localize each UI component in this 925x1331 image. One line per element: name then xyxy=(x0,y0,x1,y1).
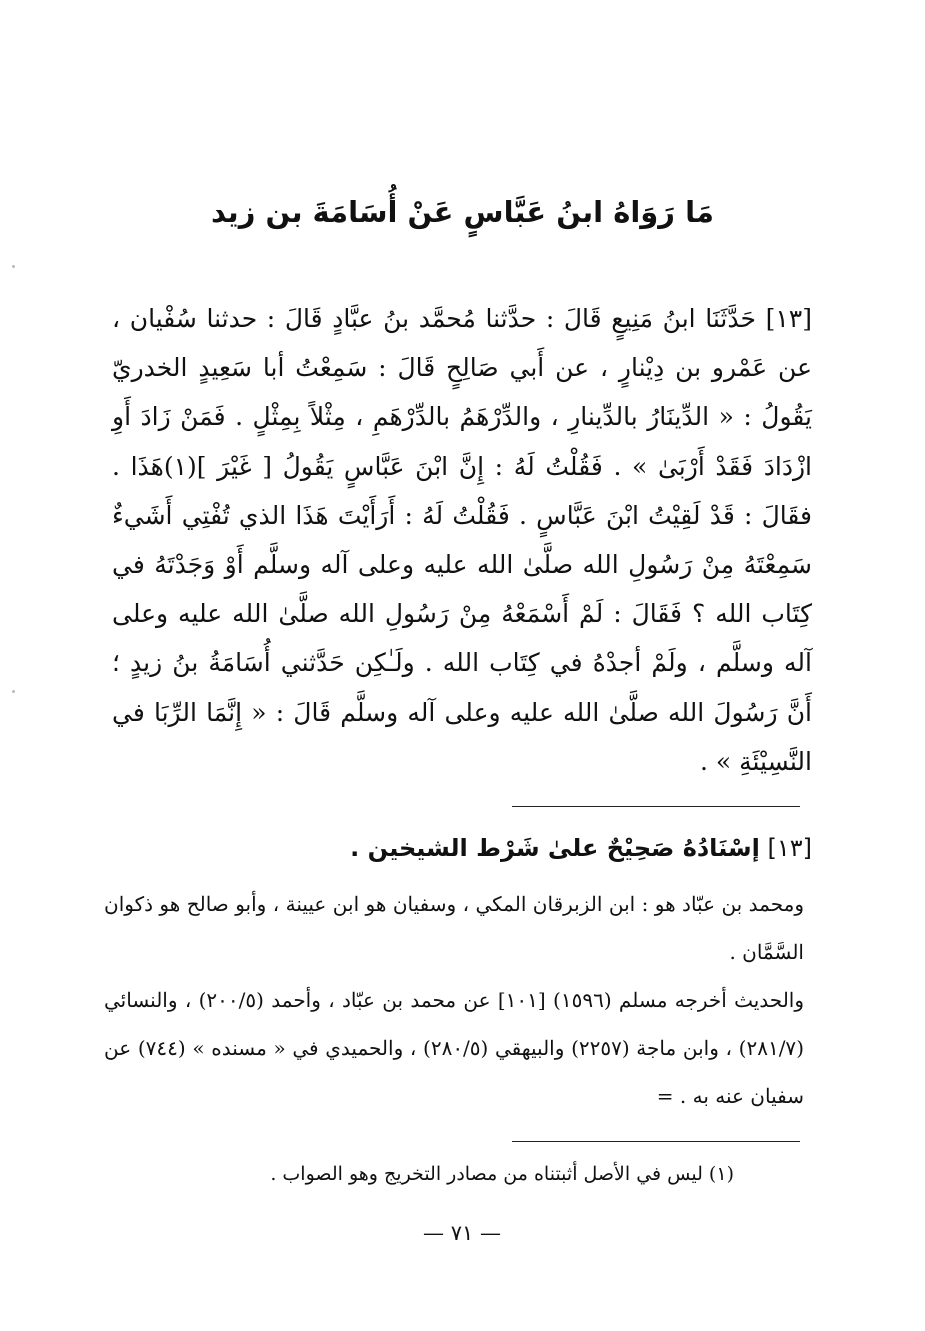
margin-speck xyxy=(12,690,15,693)
commentary-number: [١٣] xyxy=(767,834,812,862)
chapter-title: مَا رَوَاهُ ابنُ عَبَّاسٍ عَنْ أُسَامَةَ بن زيد xyxy=(211,195,714,229)
commentary-heading xyxy=(112,826,812,870)
margin-speck xyxy=(12,265,15,268)
page-number: — ٧١ — xyxy=(423,1221,501,1245)
hadith-number: [١٣] xyxy=(765,304,812,333)
footnote-separator-rule xyxy=(512,1141,800,1142)
commentary-paragraph: ومحمد بن عبّاد هو : ابن الزبرقان المكي ، وسفيان هو ابن عيينة ، وأبو صالح هو ذكوان السَّمَّان . xyxy=(104,892,804,964)
hadith-body: حَدَّثَنَا ابنُ مَنِيعٍ قَالَ : حدَّثنا مُحمَّد بنُ عبَّادٍ قَالَ : حدثنا سُفْيان ، عن عَمْرو بن دِيْنارٍ ، عن أَبي صَالِحٍ قَالَ : سَمِعْتُ أبا سَعِيدٍ الخدريّ يَقُولُ : « الدِّينَارُ بالدِّينارِ ، والدِّرْهَمُ بالدِّرْهَمِ ، مِثْلاً بِمِثْلٍ . فَمَنْ زَادَ أَوِ ازْدَادَ فَقَدْ أَرْبَىٰ » . فَقُلْتُ لَهُ : إِنَّ ابْنَ عَبَّاسٍ يَقُولُ [ غَيْرَ ](١)هَذَا . فقَالَ : قَدْ لَقِيْتُ ابْنَ عَبَّاسٍ . فَقُلْتُ لَهُ : أَرَأَيْتَ هَذَا الذي تُفْتِي أَشَيءٌ سَمِعْتَهُ مِنْ رَسُولِ الله صلَّىٰ الله عليه وعلى آله وسلَّم أَوْ وَجَدْتَهُ في كِتَاب الله ؟ فَقَالَ : لَمْ أَسْمَعْهُ مِنْ رَسُولِ الله صلَّىٰ الله عليه وعلى آله وسلَّم ، ولَمْ أجدْهُ في كِتَاب الله . ولَـٰكِن حَدَّثني أُسَامَةُ بنُ زيدٍ ؛ أَنَّ رَسُولَ الله صلَّىٰ الله عليه وعلى آله وسلَّم قَالَ : « إِنَّمَا الرِّبَا في النَّسِيْئَةِ » . xyxy=(112,304,812,776)
commentary-verdict: إسْنَادُهُ صَحِيْحٌ علىٰ شَرْط الشيخين . xyxy=(350,834,760,862)
commentary-paragraph: والحديث أخرجه مسلم (١٥٩٦) [١٠١] عن محمد بن عبّاد ، وأحمد (٢٠٠/٥) ، والنسائي (٢٨١/٧) ، وابن ماجة (٢٢٥٧) والبيهقي (٢٨٠/٥) ، والحميدي في « مسنده » (٧٤٤) عن سفيان عنه به . = xyxy=(104,988,805,1108)
footnote: (١) ليس في الأصل أثبتناه من مصادر التخريج وهو الصواب . xyxy=(270,1163,734,1185)
footnote-separator-rule xyxy=(512,806,800,807)
hadith-text-block xyxy=(112,294,812,786)
